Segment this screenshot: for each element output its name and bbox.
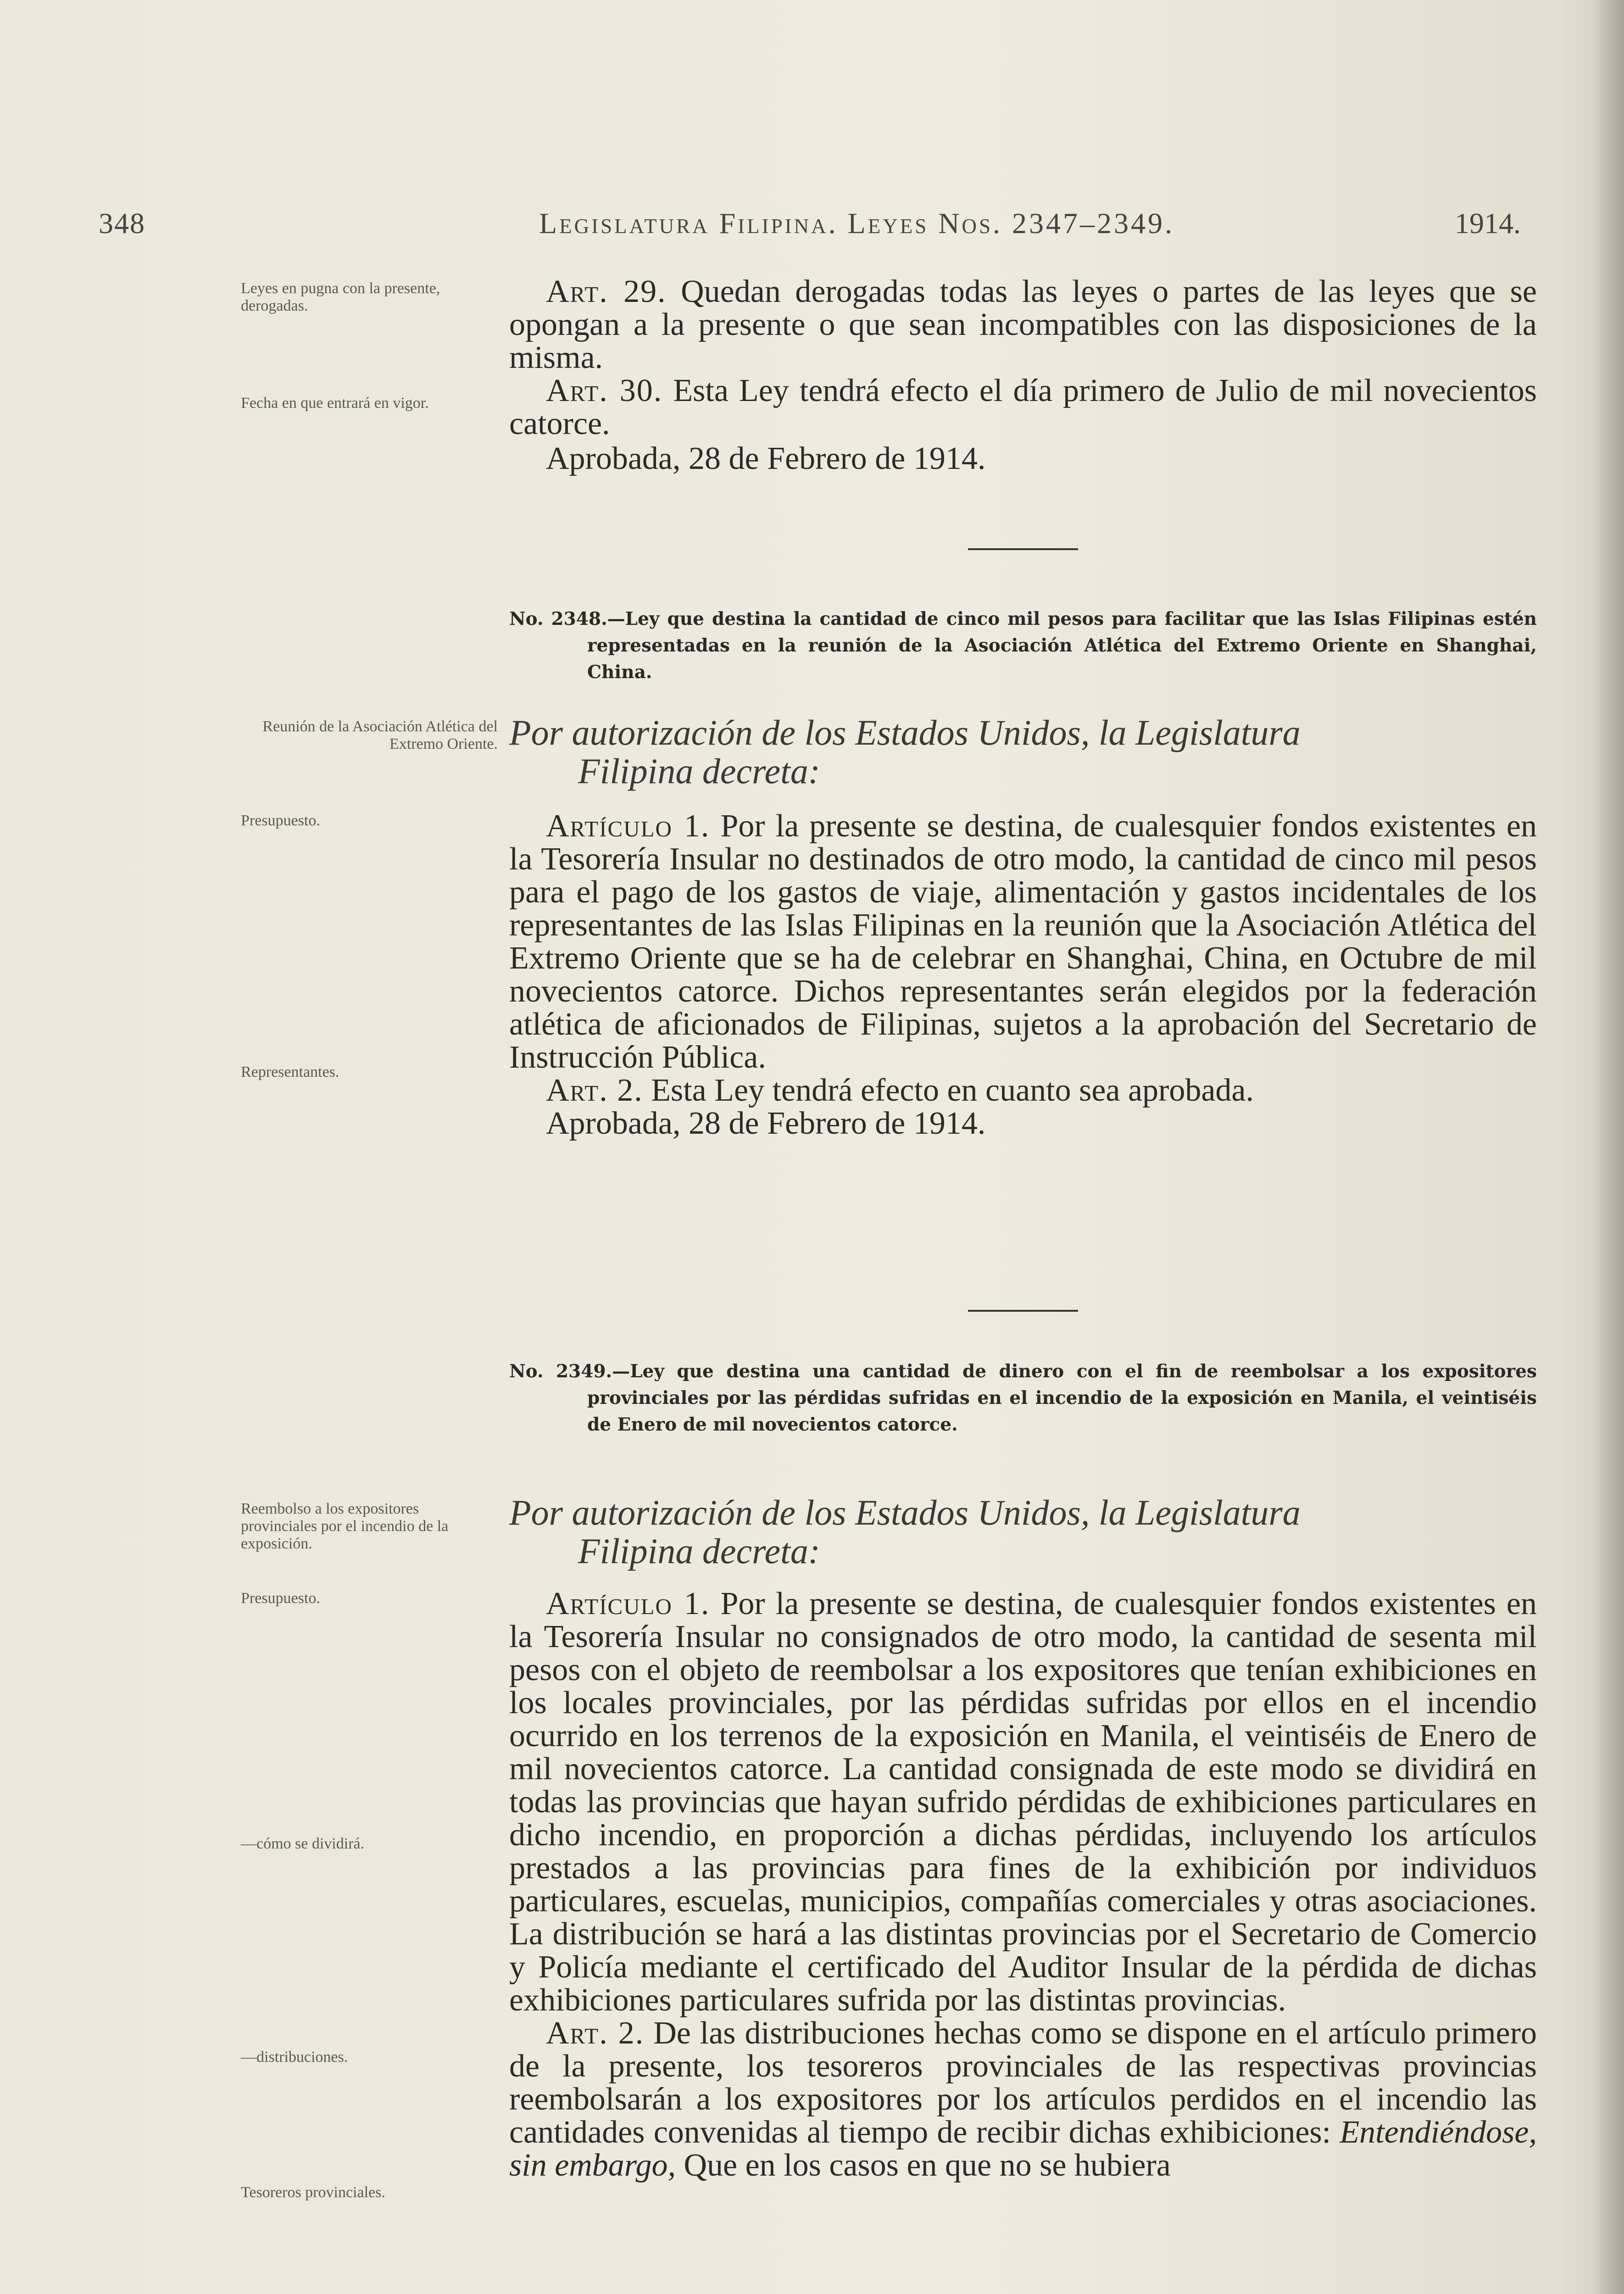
margin-note-reembolso: Reembolso a los expositores provinciales por el incendio de la exposición. [241, 1500, 449, 1552]
law-2348-art-1-label: Artículo 1. [546, 808, 710, 844]
art-30-paragraph [509, 374, 1537, 440]
law-2349-title-text: —Ley que destina una cantidad de dinero con el fin de reembolsar a los expositores provinciales por las pérdidas sufridas en el incendio de la exposición en Manila, el veintiséis de Enero de mil novecientos catorce. [587, 1361, 1537, 1435]
margin-note-effective-date: Fecha en que entrará en vigor. [241, 395, 429, 412]
law-2348-approved: Aprobada, 28 de Febrero de 1914. [546, 1106, 986, 1141]
running-head-title: Legislatura Filipina. Leyes Nos. 2347–2349. [539, 207, 1174, 239]
running-head-year: 1914. [1455, 207, 1521, 239]
art-29-paragraph [509, 275, 1537, 374]
law-2348-art-2 [509, 1074, 1537, 1107]
art-30-text: Esta Ley tendrá efecto el día primero de Julio de mil novecientos catorce. [509, 373, 1537, 441]
margin-note-como-se-dividira: —cómo se dividirá. [241, 1835, 365, 1852]
enacting-line-2: Filipina decreta: [578, 751, 820, 791]
enacting-line-2: Filipina decreta: [578, 1531, 820, 1571]
law-2349-number: No. 2349. [509, 1361, 612, 1382]
law-2349-articles [509, 1587, 1537, 2182]
law-2349-art-2-proviso: Entendiéndose, sin embargo, [509, 2115, 1537, 2183]
enacting-line-1: Por autorización de los Estados Unidos, la Legislatura [509, 713, 1301, 752]
law-2348-number: No. 2348. [509, 608, 607, 629]
art-30-label: Art. 30. [546, 373, 663, 408]
law-2348-title-text: —Ley que destina la cantidad de cinco mil pesos para facilitar que las Islas Filipinas estén representadas en la reunión de la Asociación Atlética del Extremo Oriente en Shanghai, China. [587, 608, 1537, 683]
margin-note-distribuciones: —distribuciones. [241, 2049, 348, 2066]
law-2349-art-2 [509, 2017, 1537, 2182]
law-2349-art-1-text-b: La cantidad consignada de este modo se dividirá en todas las provincias que hayan sufrido pérdidas de exhibiciones particulares en dicho incendio, en proporción a dichas pérdidas, incluyendo los artículos prestados a las provincias para fines de la exhibición por individuos particulares, escuelas, municipios, compañías comerciales y otras asociaciones. [509, 1751, 1537, 1919]
law-2349-art-1-label: Artículo 1. [546, 1586, 710, 1621]
law-2349-enacting-clause [509, 1493, 1537, 1570]
law-2349-art-2-text: De las distribuciones hechas como se dispone en el artículo primero de la presente, los tesoreros provinciales de las respectivas provincias reembolsarán a los expositores por los artículos perdidos en el incendio las cantidades convenidas al tiempo de recibir dichas exhibiciones: [509, 2016, 1537, 2150]
law-2348-art-1 [509, 810, 1537, 1074]
law-2349-title [509, 1358, 1537, 1438]
law-2348-art-2-label: Art. 2. [546, 1073, 643, 1108]
margin-note-asociacion: Reunión de la Asociación Atlética del Extremo Oriente. [262, 718, 498, 752]
law-2348-art-1-text: Por la presente se destina, de cualesquier fondos existentes en la Tesorería Insular no destinados de otro modo, la cantidad de cinco mil pesos para el pago de los gastos de viaje, alimentación y gastos incidentales de los representantes de las Islas Filipinas en la reunión que la Asociación Atlética del Extremo Oriente que se ha de celebrar en Shanghai, China, en Octubre de mil novecientos catorce. Dichos representantes serán elegidos por la federación atlética de aficionados de Filipinas, sujetos a la aprobación del Secretario de Instrucción Pública. [509, 808, 1537, 1075]
page-edge-shadow [1592, 0, 1624, 2294]
law-2349-art-1-text-c: La distribución se hará a las distintas provincias por el Secretario de Comercio y Policía mediante el certificado del Auditor Insular de la pérdida de dichas exhibiciones particulares sufrida por las distintas provincias. [509, 1916, 1537, 2018]
law-2349-art-2-tail: Que en los casos en que no se hubiera [684, 2148, 1171, 2183]
running-header [99, 206, 1521, 248]
enacting-line-1: Por autorización de los Estados Unidos, la Legislatura [509, 1492, 1301, 1532]
law-2349-art-2-label: Art. 2. [546, 2016, 645, 2051]
art-29-label: Art. 29. [546, 274, 667, 309]
margin-note-presupuesto: Presupuesto. [241, 812, 320, 829]
section-divider-2 [968, 1310, 1078, 1312]
margin-note-tesoreros: Tesoreros provinciales. [241, 2184, 385, 2201]
law-2349-art-1 [509, 1587, 1537, 2017]
law-2349-art-1-text-a: Por la presente se destina, de cualesquier fondos existentes en la Tesorería Insular no consignados de otro modo, la cantidad de sesenta mil pesos con el objeto de reembolsar a los expositores que tenían exhibiciones en los locales provinciales, por las pérdidas sufridas por ellos en el incendio ocurrido en los terrenos de la exposición en Manila, el veintiséis de Enero de mil novecientos catorce. [509, 1586, 1537, 1787]
art-29-text: Quedan derogadas todas las leyes o partes de las leyes que se opongan a la presente o que sean incompatibles con las disposiciones de la misma. [509, 274, 1537, 375]
margin-note-presupuesto-2: Presupuesto. [241, 1590, 320, 1607]
law-2348-enacting-clause [509, 713, 1537, 791]
law-2347-approved: Aprobada, 28 de Febrero de 1914. [546, 441, 986, 476]
margin-note-repeal: Leyes en pugna con la presente, derogadas. [241, 280, 440, 314]
law-2348-art-2-text: Esta Ley tendrá efecto en cuanto sea aprobada. [651, 1073, 1254, 1108]
law-2348-articles [509, 810, 1537, 1140]
section-divider [968, 548, 1078, 550]
margin-note-representantes: Representantes. [241, 1063, 339, 1080]
law-2347-articles [509, 275, 1537, 475]
law-2348-title [509, 606, 1537, 685]
page-number: 348 [99, 207, 145, 239]
